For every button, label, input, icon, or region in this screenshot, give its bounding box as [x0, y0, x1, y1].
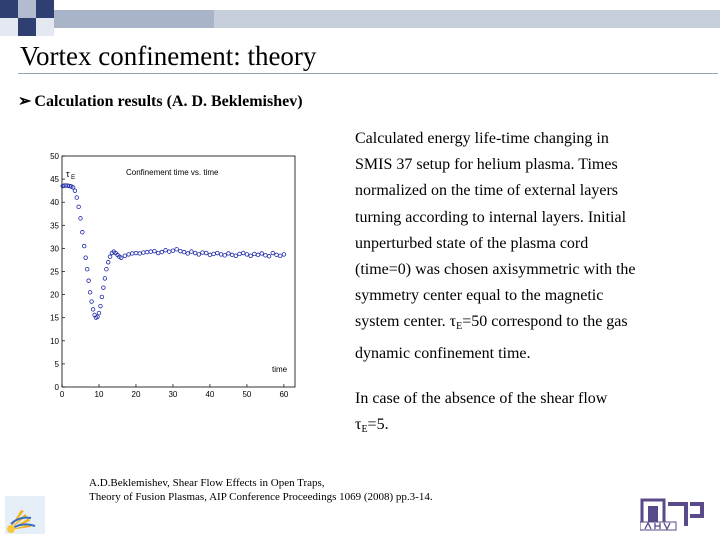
y-tick-label: 10 [50, 336, 59, 346]
tau-subscript: E [456, 321, 463, 333]
y-tick-label: 50 [50, 152, 59, 161]
description-line: dynamic confinement time. [355, 344, 531, 362]
slide-title: Vortex confinement: theory [20, 41, 317, 71]
note-line: In case of the absence of the shear flow [355, 390, 608, 407]
description-line: unperturbed state of the plasma cord [355, 234, 589, 252]
note-value: =5. [367, 416, 389, 434]
arrow-bullet-icon: ➢ [18, 93, 32, 110]
confinement-time-chart [40, 148, 310, 403]
description-paragraph [355, 126, 695, 367]
x-tick-label: 20 [131, 390, 141, 399]
line-prefix: system center. [355, 313, 450, 331]
chart-y-label-subscript: E [71, 174, 76, 181]
chart-x-label: time [272, 365, 288, 374]
description-line [355, 309, 695, 340]
chart-y-label: τ [66, 169, 70, 179]
chart-title: Confinement time vs. time [126, 168, 219, 177]
y-tick-label: 30 [50, 244, 59, 254]
title-underline [18, 73, 718, 74]
reference-citation [89, 476, 433, 504]
note-line [355, 412, 695, 443]
y-tick-label: 20 [50, 290, 59, 300]
description-line: Calculated energy life-time changing in [355, 130, 609, 147]
description-line: symmetry center equal to the magnetic [355, 287, 604, 305]
x-tick-label: 30 [168, 390, 178, 399]
academy-emblem-logo [640, 496, 706, 532]
y-tick-label: 45 [50, 175, 59, 185]
bullet-item [18, 91, 303, 111]
reference-line: Theory of Fusion Plasmas, AIP Conference Proceedings 1069 (2008) pp.3-14. [89, 491, 433, 503]
tau-symbol: τ [355, 416, 362, 434]
x-tick-label: 50 [242, 390, 252, 399]
institute-sun-logo [5, 496, 45, 534]
y-tick-label: 40 [50, 198, 59, 208]
header-checker-pattern [0, 0, 720, 40]
shear-flow-note [355, 386, 695, 443]
tau-subscript: E [361, 424, 368, 436]
y-tick-label: 0 [54, 383, 59, 392]
x-tick-label: 60 [279, 390, 289, 399]
y-tick-label: 35 [50, 221, 59, 231]
y-tick-label: 25 [50, 267, 59, 277]
line-suffix: =50 correspond to the gas [462, 313, 628, 331]
description-line: (time=0) was chosen axisymmetric with the [355, 261, 636, 279]
description-line: SMIS 37 setup for helium plasma. Times [355, 156, 618, 174]
bullet-text: Calculation results (A. D. Beklemishev) [34, 93, 303, 110]
x-tick-label: 0 [59, 390, 65, 399]
y-tick-label: 15 [50, 313, 59, 323]
description-line: normalized on the time of external layers [355, 182, 619, 200]
x-tick-label: 40 [205, 390, 215, 399]
x-tick-label: 10 [94, 390, 104, 399]
y-tick-label: 5 [54, 359, 59, 369]
tau-symbol: τ [449, 313, 457, 331]
reference-line: A.D.Beklemishev, Shear Flow Effects in Open Traps, [89, 477, 325, 489]
description-line: turning according to internal layers. Initial [355, 208, 627, 226]
